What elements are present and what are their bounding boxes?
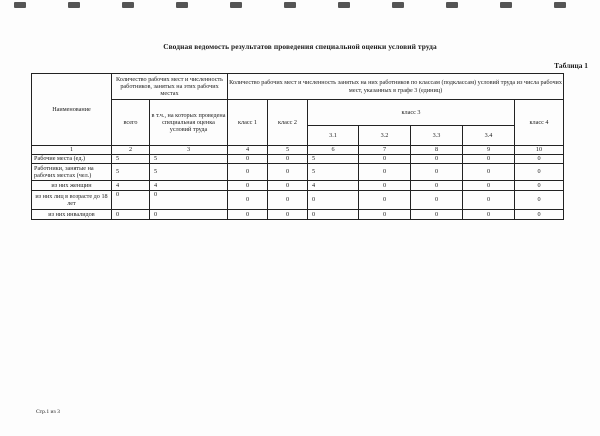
header-total: всего [112, 100, 150, 146]
cell-value: 0 [463, 155, 515, 164]
cell-value: 0 [228, 191, 268, 210]
cell-value: 0 [268, 155, 308, 164]
header-class1: класс 1 [228, 100, 268, 146]
cell-value: 0 [463, 191, 515, 210]
cell-value: 0 [268, 191, 308, 210]
cell-value: 0 [359, 210, 411, 220]
header-class2: класс 2 [268, 100, 308, 146]
cell-value: 5 [112, 155, 150, 164]
column-number: 4 [228, 146, 268, 155]
binding-holes [10, 0, 590, 14]
table-row [32, 191, 564, 210]
cell-value: 0 [463, 164, 515, 181]
table-row [32, 210, 564, 220]
table-row [32, 155, 564, 164]
cell-value: 0 [359, 181, 411, 191]
header-evaluated: в т.ч., на которых проведена специальная оценка условий труда [150, 100, 228, 146]
cell-value: 0 [463, 181, 515, 191]
cell-value: 0 [411, 164, 463, 181]
header-class4: класс 4 [515, 100, 564, 146]
cell-value: 0 [359, 191, 411, 210]
cell-value: 5 [308, 164, 359, 181]
cell-value: 0 [515, 191, 564, 210]
row-label: Рабочие места (ед.) [32, 155, 112, 164]
cell-value: 0 [308, 191, 359, 210]
header-workplaces-group: Количество рабочих мест и численность работников, занятых на этих рабочих местах [112, 74, 228, 100]
cell-value: 5 [308, 155, 359, 164]
cell-value: 0 [515, 155, 564, 164]
document-title: Сводная ведомость результатов проведения специальной оценки условий труда [163, 42, 437, 51]
column-number: 10 [515, 146, 564, 155]
cell-value: 5 [150, 164, 228, 181]
table-label: Таблица 1 [554, 61, 588, 70]
column-number: 8 [411, 146, 463, 155]
header-sub-3-1: 3.1 [308, 126, 359, 146]
column-numbers-row [32, 146, 564, 155]
cell-value: 0 [463, 210, 515, 220]
cell-value: 0 [411, 191, 463, 210]
cell-value: 0 [515, 181, 564, 191]
cell-value: 0 [359, 155, 411, 164]
cell-value: 0 [268, 181, 308, 191]
cell-value: 0 [411, 181, 463, 191]
summary-table [31, 73, 564, 220]
cell-value: 4 [112, 181, 150, 191]
cell-value: 5 [112, 164, 150, 181]
column-number: 2 [112, 146, 150, 155]
page-number: Стр.1 из 3 [36, 409, 60, 415]
cell-value: 4 [308, 181, 359, 191]
column-number: 5 [268, 146, 308, 155]
header-sub-3-4: 3.4 [463, 126, 515, 146]
cell-value: 0 [268, 210, 308, 220]
cell-value: 0 [228, 164, 268, 181]
cell-value: 0 [411, 210, 463, 220]
cell-value: 0 [228, 210, 268, 220]
cell-value: 0 [359, 164, 411, 181]
cell-value: 0 [515, 210, 564, 220]
header-name: Наименование [32, 74, 112, 146]
cell-value: 0 [308, 210, 359, 220]
cell-value: 0 [112, 191, 150, 210]
cell-value: 0 [150, 191, 228, 210]
cell-value: 4 [150, 181, 228, 191]
column-number: 9 [463, 146, 515, 155]
header-class3: класс 3 [308, 100, 515, 126]
table-row [32, 164, 564, 181]
cell-value: 0 [268, 164, 308, 181]
column-number: 6 [308, 146, 359, 155]
cell-value: 0 [112, 210, 150, 220]
table-row [32, 181, 564, 191]
cell-value: 0 [150, 210, 228, 220]
cell-value: 0 [515, 164, 564, 181]
row-label: из них инвалидов [32, 210, 112, 220]
row-label: Работники, занятые на рабочих местах (чел.) [32, 164, 112, 181]
cell-value: 0 [228, 181, 268, 191]
column-number: 7 [359, 146, 411, 155]
cell-value: 0 [228, 155, 268, 164]
row-label: из них лиц в возрасте до 18 лет [32, 191, 112, 210]
column-number: 1 [32, 146, 112, 155]
row-label: из них женщин [32, 181, 112, 191]
header-sub-3-2: 3.2 [359, 126, 411, 146]
header-classes-group: Количество рабочих мест и численность занятых на них работников по классам (подклассам) условий труда из числа рабочих мест, указанных в графе 3 (единиц) [228, 74, 564, 100]
column-number: 3 [150, 146, 228, 155]
cell-value: 0 [411, 155, 463, 164]
header-sub-3-3: 3.3 [411, 126, 463, 146]
cell-value: 5 [150, 155, 228, 164]
